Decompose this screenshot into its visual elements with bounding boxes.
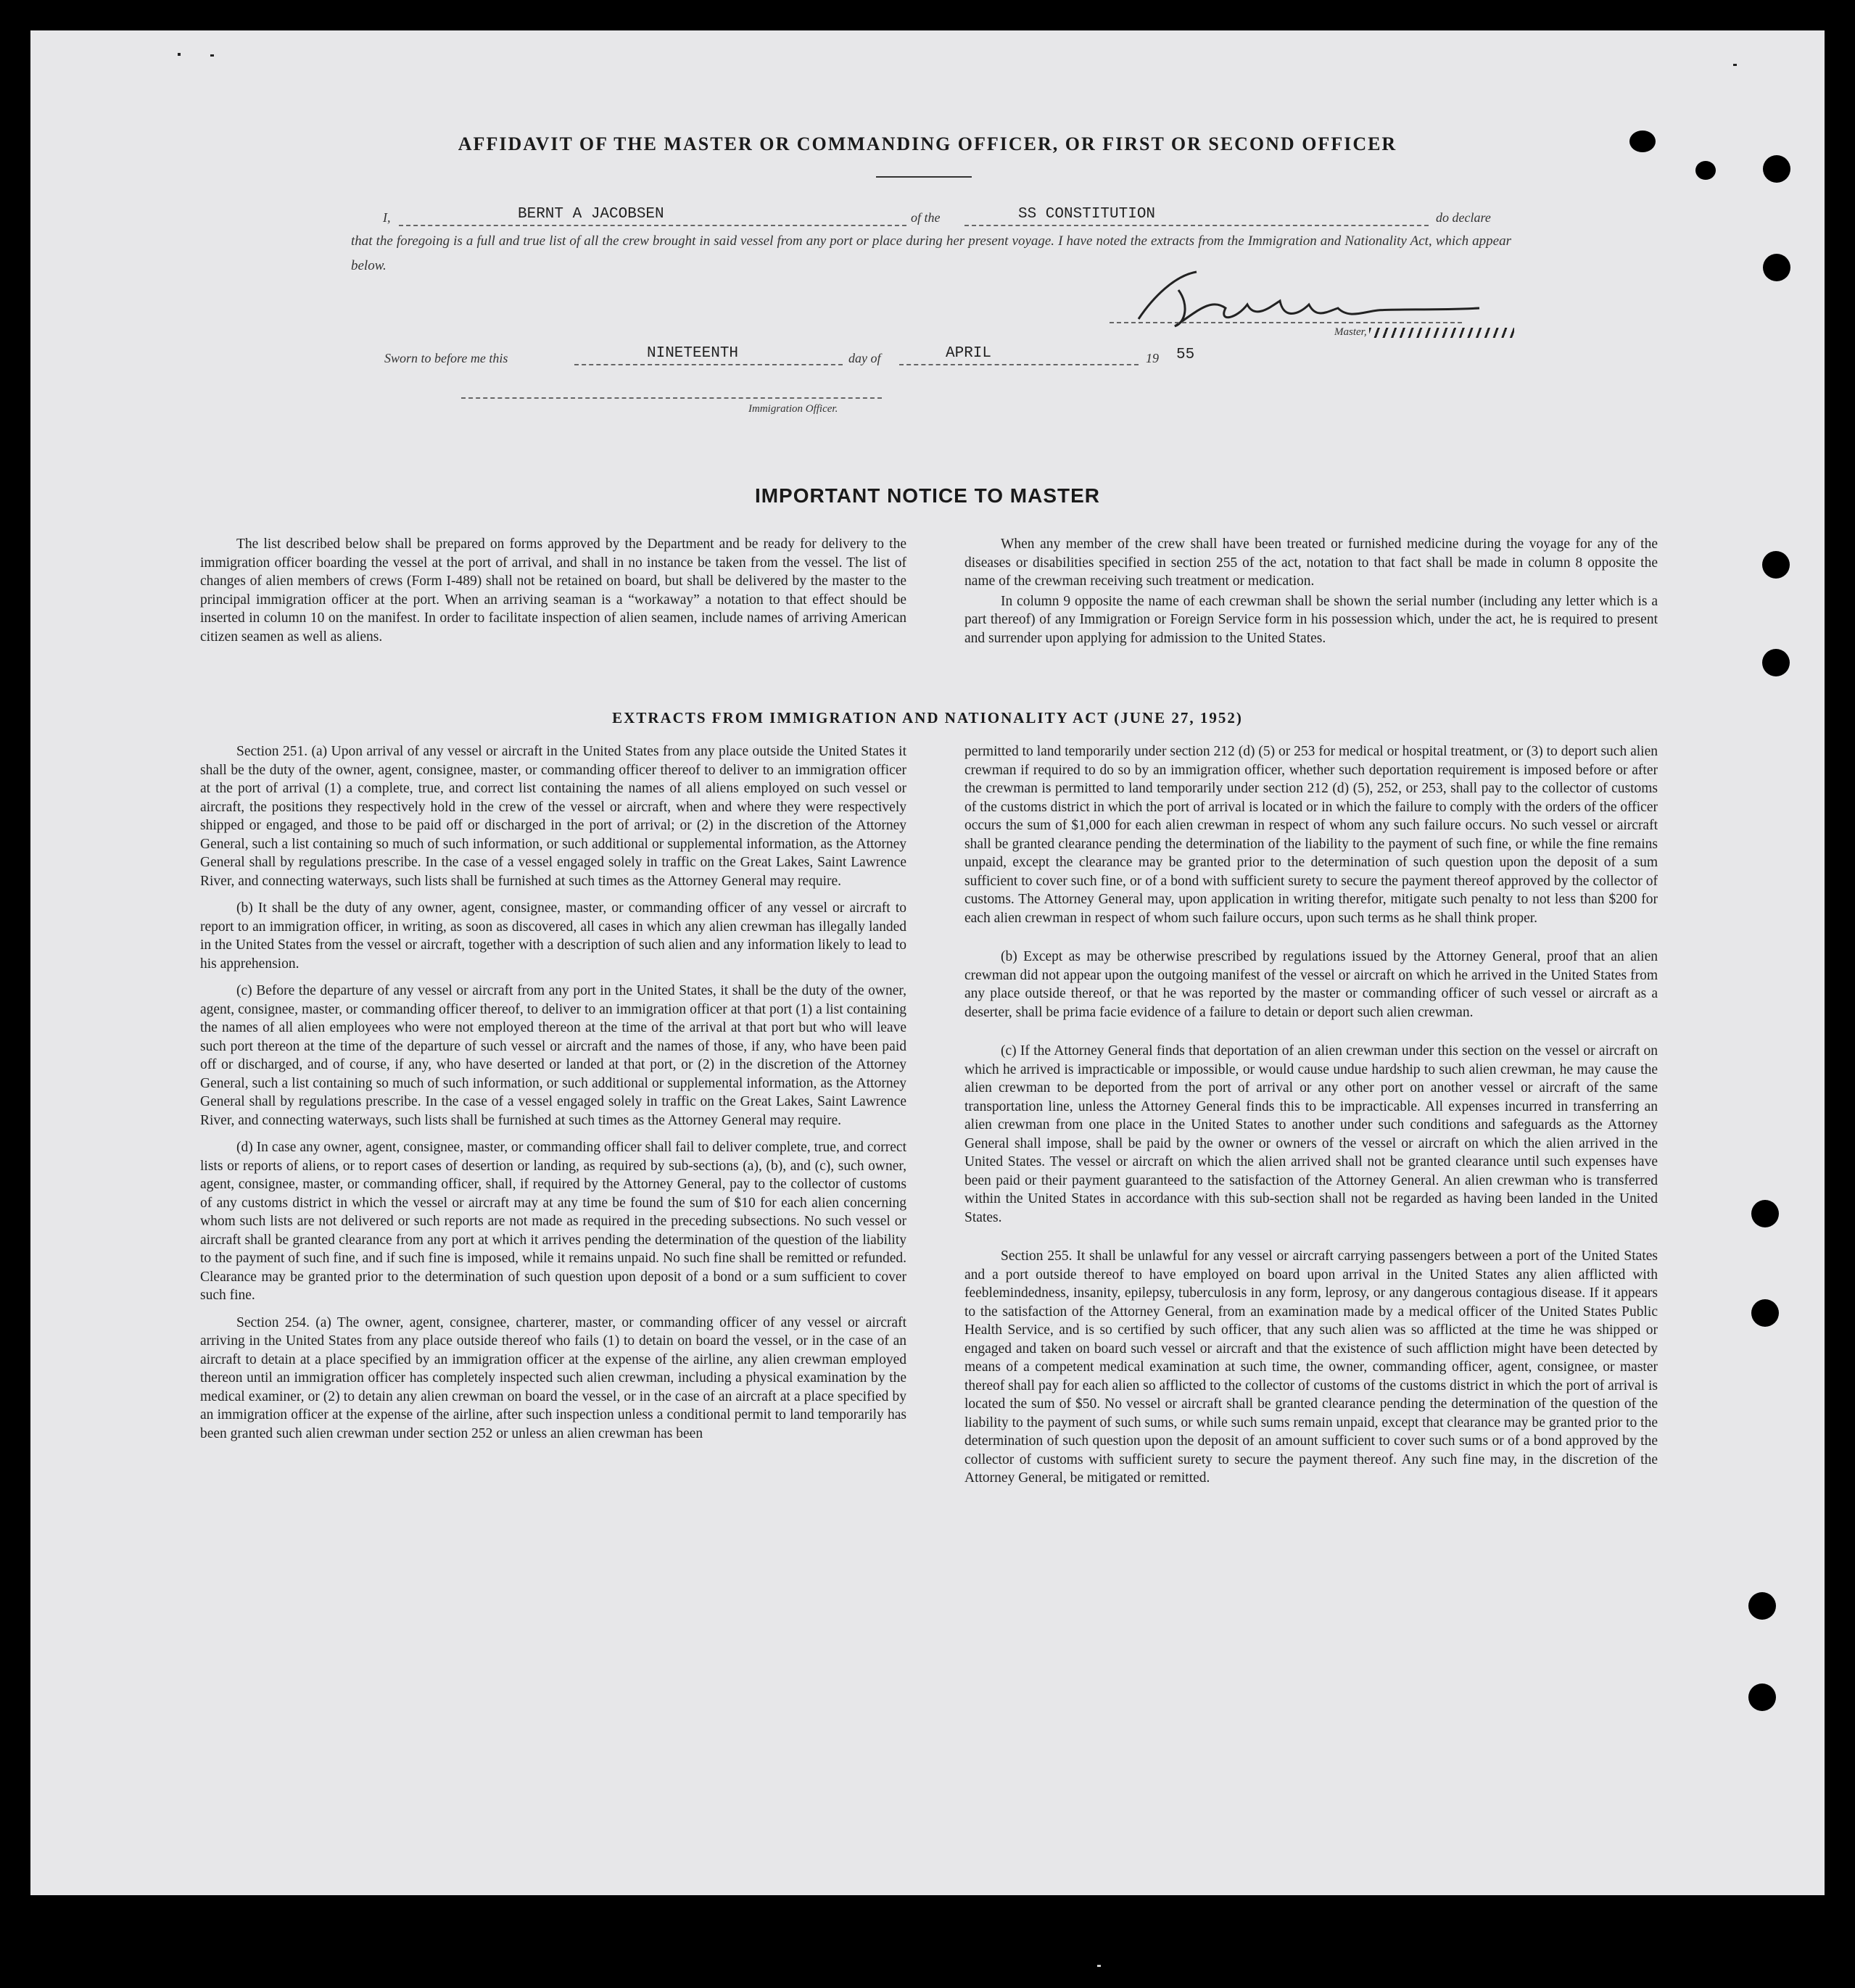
notice-right-paragraph-2: In column 9 opposite the name of each crewman shall be shown the serial number (including any letter which is a part thereof) of any Immigration or Foreign Service form in his possession which, under the act, he is required to present and surrender upon applying for admission to the United States. bbox=[964, 593, 1658, 646]
speck bbox=[178, 53, 181, 56]
declaration-text: that the foregoing is a full and true list of all the crew brought in said vessel from any port or place during her present voyage. I have noted the extracts from the Immigration and Nationality Act, which appear below. bbox=[351, 233, 1511, 273]
punch-hole bbox=[1751, 1299, 1779, 1327]
officer-signature-line bbox=[461, 397, 882, 399]
master-label bbox=[1334, 326, 1514, 339]
year-prefix: 19 bbox=[1146, 351, 1159, 365]
punch-hole bbox=[1762, 649, 1790, 676]
punch-hole bbox=[1762, 551, 1790, 579]
speck bbox=[210, 54, 214, 57]
vessel-name: SS CONSTITUTION bbox=[1015, 206, 1158, 223]
sworn-day-line bbox=[574, 364, 843, 365]
day-of-label: day of bbox=[848, 351, 881, 365]
affidavit-title: AFFIDAVIT OF THE MASTER OR COMMANDING OFFICER, OR FIRST OR SECOND OFFICER bbox=[458, 133, 1397, 154]
section-254-a: Section 254. (a) The owner, agent, consignee, charterer, master, or commanding officer of any vessel or aircraft arriving in the United States from any place outside thereof who fails (1) to detain on board the vessel, or in the case of an aircraft to detain at a place specified by an immigration officer at the expense of the airline, any alien crewman employed thereon until an immigration officer has completely inspected such alien crewman, including a physical examination by the medical examiner, or (2) to detain any alien crewman on board the vessel, or in the case of an aircraft at a place specified by an immigration officer at the expense of the airline, after such inspection unless a conditional permit to land temporarily has been granted such alien crewman under section 252 or unless an alien crewman has been bbox=[200, 1314, 906, 1441]
speck bbox=[1097, 1965, 1101, 1967]
section-251-b: (b) It shall be the duty of any owner, agent, consignee, master, or commanding officer of any vessel or aircraft to report to an immigration officer, in writing, as soon as discovered, all cases in which any alien crewman has illegally landed in the United States from the vessel or aircraft, together with a description of such alien and any information likely to lead to his apprehension. bbox=[200, 900, 906, 972]
extracts-right-column bbox=[964, 742, 1658, 1488]
notice-title: IMPORTANT NOTICE TO MASTER bbox=[754, 484, 1101, 507]
extracts-title: EXTRACTS FROM IMMIGRATION AND NATIONALITY ACT (JUNE 27, 1952) bbox=[612, 709, 1243, 726]
punch-hole bbox=[1748, 1592, 1776, 1620]
section-251-c: (c) Before the departure of any vessel or aircraft from any port in the United States, it shall be the duty of the owner, agent, consignee, master, or commanding officer thereof, to deliver to an immigration officer at that port (1) a list containing the names of all alien employees who were not employed thereon at the time of the arrival at that port but who will leave such port thereon at the time of the departure of such vessel or aircraft and the names of those, if any, who have been paid off or discharged, and of course, if any, who have deserted or landed at that port, or (2) in the discretion of the Attorney General, such a list containing so much of such information, or such additional or supplemental information, as the Attorney General shall by regulations prescribe. In the case of a vessel engaged solely in traffic on the Great Lakes, Saint Lawrence River, and connecting waterways, such lists shall be furnished at such times as the Attorney General may require. bbox=[200, 983, 906, 1128]
notice-right-paragraph-1: When any member of the crew shall have been treated or furnished medicine during the voyage for any of the diseases or disabilities specified in section 255 of the act, notation to that fact shall be made in column 8 opposite the name of the crewman receiving such treatment or medication. bbox=[964, 537, 1658, 589]
punch-hole bbox=[1751, 1200, 1779, 1227]
speck bbox=[1733, 64, 1737, 66]
sworn-month: APRIL bbox=[943, 345, 994, 362]
sworn-label: Sworn to before me this bbox=[384, 351, 508, 365]
immigration-officer-label: Immigration Officer. bbox=[748, 403, 838, 415]
punch-hole bbox=[1763, 155, 1790, 183]
sworn-year: 55 bbox=[1176, 347, 1195, 363]
section-255: Section 255. It shall be unlawful for any vessel or aircraft carrying passengers between a port of the United States and a port outside thereof to have employed on board upon arrival in the United States any alien afflicted with feeblemindedness, insanity, epilepsy, tuberculosis in any form, leprosy, or any dangerous contagious disease. If it appears to the satisfaction of the Attorney General, from an examination made by a medical officer of the United States Public Health Service, and is so certified by such officer, that any such alien was so afflicted at the time he was shipped or engaged and taken on board such vessel or aircraft and that the existence of such affliction might have been detected by means of a competent medical examination at such time, the owner, commanding officer, agent, consignee, or master thereof shall pay for each alien so afflicted to the collector of customs of the customs district in which the port of arrival is located the sum of $50. No vessel or aircraft shall be granted clearance pending the determination of the question of the liability to the payment of such sums, or while such sums remain unpaid, except that clearance may be granted prior to the determination of such question upon the deposit of an amount sufficient to cover such sums or of a bond approved by the collector of customs with sufficient surety to secure the payment thereof. Any such fine may, in the discretion of the Attorney General, be mitigated or remitted. bbox=[964, 1248, 1658, 1486]
notice-left-column bbox=[200, 535, 906, 646]
section-254-a-continued: permitted to land temporarily under section 212 (d) (5) or 253 for medical or hospital treatment, or (3) to deport such alien crewman if required to do so by an immigration officer, whether such deportation requirement is imposed before or after the crewman is permitted to land temporarily under section 212 (d) (5), 252, or 253, shall pay to the collector of customs of the customs district in which the port of arrival is located or in which the failure to comply with the orders of the officer occurs the sum of $1,000 for each alien crewman in respect of whom any such failure occurs. No such vessel or aircraft shall be granted clearance pending the determination of the liability to the payment of such fine, or while the fine remains unpaid, except the clearance may be granted prior to the determination of such question upon the deposit of a sum sufficient to cover such fine, or of a bond with sufficient surety to secure the payment thereof approved by the collector of customs. The Attorney General may, upon application in writing therefor, mitigate such penalty to not less than $200 for each alien crewman in respect of whom such failure occurs, upon such terms as he shall think proper. bbox=[964, 744, 1658, 926]
name-line bbox=[399, 225, 906, 226]
extracts-left-column bbox=[200, 742, 906, 1443]
section-251-d: (d) In case any owner, agent, consignee, master, or commanding officer shall fail to deliver complete, true, and correct lists or reports of aliens, or to report cases of desertion or landing, as required by sub-sections (a), (b), and (c), such owner, agent, consignee, master, or commanding officer, shall, if required by the Attorney General, pay to the collector of customs of any customs district in which the vessel or aircraft may at any time be found the sum of $10 for each alien concerning whom such lists are not delivered or such reports are not made as required in the preceding subsections. No such vessel or aircraft shall be granted clearance from any port at which it arrives pending the determination of the question of the liability to the payment of such fine, and if such fine is imposed, while it remains unpaid. No such fine shall be remitted or refunded. Clearance may be granted prior to the determination of such question upon deposit of a bond or a sum sufficient to cover such fine. bbox=[200, 1140, 906, 1303]
i-label: I, bbox=[383, 210, 391, 225]
punch-hole bbox=[1763, 254, 1790, 281]
notice-left-paragraph: The list described below shall be prepared on forms approved by the Department and be ready for delivery to the immigration officer boarding the vessel at the port of arrival, and shall in no instance be taken from the vessel. The list of changes of alien members of crews (Form I-489) shall not be retained on board, but shall be delivered by the master to the principal immigration officer at the port. When an arriving seaman is a “workaway” a notation to that effect should be inserted in column 10 on the manifest. In order to facilitate inspection of alien seamen, include names of arriving American citizen seamen as well as aliens. bbox=[200, 537, 906, 645]
vessel-line bbox=[964, 225, 1429, 226]
master-label-text: Master, bbox=[1334, 326, 1370, 338]
punch-hole bbox=[1748, 1683, 1776, 1711]
punch-hole bbox=[1695, 161, 1716, 180]
notice-right-column bbox=[964, 535, 1658, 647]
master-name: BERNT A JACOBSEN bbox=[515, 206, 667, 223]
title-divider bbox=[876, 176, 972, 178]
section-254-c: (c) If the Attorney General finds that deportation of an alien crewman under this section on the vessel or aircraft on which he arrived is impracticable or impossible, or would cause undue hardship to such alien crewman, he may cause the alien crewman to be deported from the port of arrival or any other port on another vessel or aircraft of the same transportation line, unless the Attorney General finds this to be impracticable. All expenses incurred in transferring an alien crewman from one place in the United States to another under such conditions and safeguards as the Attorney General shall impose, shall be paid by the owner or owners of the vessel or aircraft on which the alien arrived in the United States. The vessel or aircraft on which the alien arrived shall not be granted clearance until such expenses have been paid or their payment guaranteed to the satisfaction of the Attorney General. An alien crewman who is transferred within the United States in accordance with this sub-section shall not be regarded as having been landed in the United States. bbox=[964, 1043, 1658, 1225]
signature-stroke bbox=[1139, 272, 1479, 326]
struck-through-title bbox=[1369, 328, 1514, 338]
do-declare-label: do declare bbox=[1436, 210, 1491, 225]
sworn-day: NINETEENTH bbox=[644, 345, 741, 362]
sworn-month-line bbox=[899, 364, 1139, 365]
section-254-b: (b) Except as may be otherwise prescribed by regulations issued by the Attorney General, proof that an alien crewman did not appear upon the outgoing manifest of the vessel or aircraft on which he arrived in the United States from any place outside thereof, or that he was reported by the master or commanding officer of such vessel or aircraft as a deserter, shall be prima facie evidence of a failure to detain or deport such alien crewman. bbox=[964, 949, 1658, 1020]
of-the-label: of the bbox=[911, 210, 941, 225]
section-251-a: Section 251. (a) Upon arrival of any vessel or aircraft in the United States from any place outside the United States it shall be the duty of the owner, agent, consignee, master, or commanding officer thereof to deliver to an immigration officer at the port of arrival (1) a complete, true, and correct list containing the names of all aliens employed on such vessel or aircraft, the positions they respectively hold in the crew of the vessel or aircraft, when and where they were respectively shipped or engaged, and those to be paid off or discharged in the port of arrival; or (2) in the discretion of the Attorney General, such a list containing so much of such information, or such additional or supplemental information, as the Attorney General shall by regulations prescribe. In the case of a vessel engaged solely in traffic on the Great Lakes, Saint Lawrence River, and connecting waterways, such lists shall be furnished at such times as the Attorney General may require. bbox=[200, 744, 906, 889]
